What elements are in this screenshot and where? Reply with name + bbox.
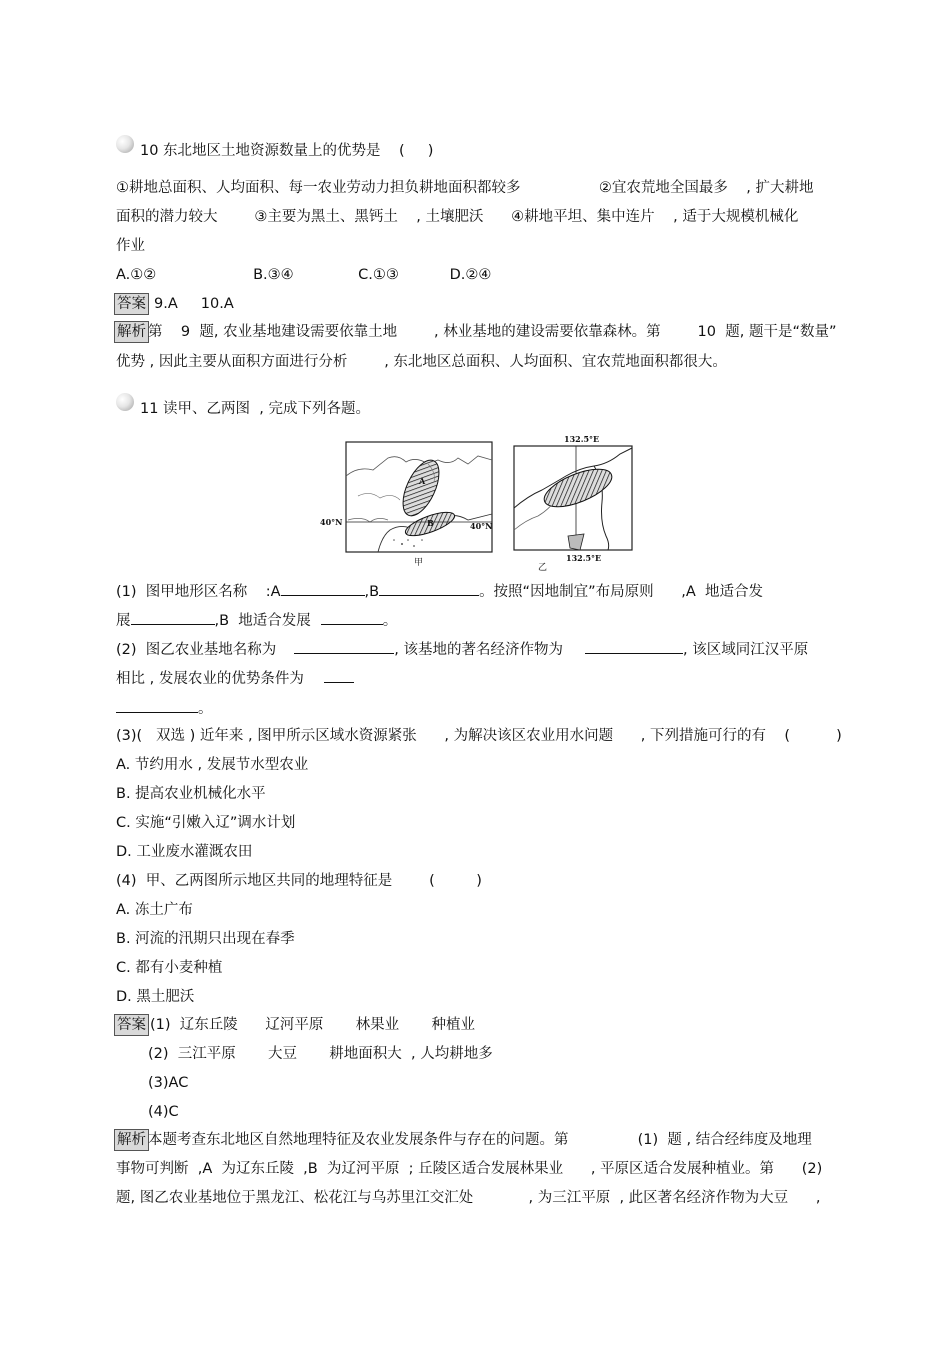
map-yi-caption: 乙	[538, 563, 548, 572]
sub-q1-part-f: 。	[382, 613, 398, 629]
map-jia-caption: 甲	[414, 558, 424, 568]
sub-question-1-line-2	[116, 610, 397, 631]
blank-a-use[interactable]	[131, 610, 215, 625]
sub-question-2-line-1	[116, 639, 808, 660]
question-10-option-line-2: 面积的潜力较大 ③主要为黑土、黑钙土 , 土壤肥沃 ④耕地平坦、集中连片 , 适于大规模机械化	[116, 209, 799, 225]
blank-advantage-1[interactable]	[324, 668, 354, 683]
sub-q3-option-d: D. 工业废水灌溉农田	[116, 844, 253, 860]
blank-base-name[interactable]	[294, 639, 394, 654]
explanation-11-tag: 解析	[114, 1129, 149, 1151]
sub-q1-part-b: ,B	[364, 584, 380, 600]
sub-q1-part-c: 。按照“因地制宜”布局原则 ,A 地适合发	[479, 584, 763, 600]
sub-q1-part-a: (1) 图甲地形区名称 :A	[116, 584, 281, 600]
sub-q2-part-d: 相比 , 发展农业的优势条件为	[116, 671, 304, 687]
blank-crop[interactable]	[585, 639, 683, 654]
map-jia	[318, 436, 498, 571]
answer-11-line-4: (4)C	[148, 1104, 179, 1120]
explanation-line-2: 优势 , 因此主要从面积方面进行分析 , 东北地区总面积、人均面积、宜农荒地面积都很大。	[116, 354, 727, 370]
map-jia-lat-left: 40°N	[320, 517, 343, 527]
sub-question-2-line-2	[116, 668, 354, 689]
explanation-line-1: 第 9 题, 农业基地建设需要依靠土地 , 林业基地的建设需要依靠森林。第 10 题, 题干是“数量”	[148, 324, 837, 340]
question-10-icon	[116, 135, 134, 153]
map-yi-lon-top: 132.5°E	[564, 434, 600, 444]
map-yi-lon-bottom: 132.5°E	[566, 553, 602, 563]
blank-b-use[interactable]	[321, 610, 383, 625]
blank-a-name[interactable]	[281, 581, 365, 596]
map-jia-label-b: B	[427, 518, 434, 528]
sub-q4-option-d: D. 黑土肥沃	[116, 989, 195, 1005]
answer-text: 9.A 10.A	[154, 296, 234, 312]
question-10-choices: A.①② B.③④ C.①③ D.②④	[116, 267, 492, 283]
sub-question-2-line-3	[116, 698, 213, 719]
explanation-11-line-1: 本题考查东北地区自然地理特征及农业发展条件与存在的问题。第 (1) 题 , 结合经纬度及地理	[148, 1132, 812, 1148]
question-10-option-line-1: ①耕地总面积、人均面积、每一农业劳动力担负耕地面积都较多 ②宜农荒地全国最多 , 扩大耕地	[116, 180, 814, 196]
explanation-11-line-3: 题, 图乙农业基地位于黑龙江、松花江与乌苏里江交汇处 , 为三江平原 , 此区著名经济作物为大豆 ,	[116, 1190, 821, 1206]
sub-question-1-line-1	[116, 581, 763, 602]
question-10-stem: 10 东北地区土地资源数量上的优势是 ( )	[140, 143, 434, 159]
answer-11-tag: 答案	[114, 1014, 149, 1036]
sub-question-3-stem: (3)( 双选 ) 近年来 , 图甲所示区域水资源紧张 , 为解决该区农业用水问题 , 下列措施可行的有 ( )	[116, 728, 842, 744]
question-11-icon	[116, 393, 134, 411]
blank-advantage-2[interactable]	[116, 698, 198, 713]
sub-q2-part-b: , 该基地的著名经济作物为	[394, 642, 563, 658]
map-yi	[508, 432, 638, 572]
sub-q2-part-c: , 该区域同江汉平原	[682, 642, 809, 658]
answer-11-line-1: (1) 辽东丘陵 辽河平原 林果业 种植业	[150, 1017, 475, 1033]
answer-11-line-3: (3)AC	[148, 1075, 189, 1091]
question-10-option-line-3: 作业	[116, 238, 145, 254]
blank-b-name[interactable]	[379, 581, 479, 596]
sub-q3-option-b: B. 提高农业机械化水平	[116, 786, 266, 802]
sub-q4-option-a: A. 冻土广布	[116, 902, 193, 918]
map-jia-label-a: A	[419, 476, 426, 486]
answer-11-line-2: (2) 三江平原 大豆 耕地面积大 , 人均耕地多	[148, 1046, 493, 1062]
explanation-tag: 解析	[114, 321, 149, 343]
answer-tag: 答案	[114, 293, 149, 315]
sub-q1-part-e: ,B 地适合发展	[214, 613, 311, 629]
explanation-11-line-2: 事物可判断 ,A 为辽东丘陵 ,B 为辽河平原 ; 丘陵区适合发展林果业 , 平原区适合发展种植业。第 (2)	[116, 1161, 823, 1177]
sub-q4-option-b: B. 河流的汛期只出现在春季	[116, 931, 295, 947]
sub-q4-option-c: C. 都有小麦种植	[116, 960, 223, 976]
sub-q1-part-d: 展	[116, 613, 131, 629]
sub-q3-option-a: A. 节约用水 , 发展节水型农业	[116, 757, 309, 773]
sub-q2-part-a: (2) 图乙农业基地名称为	[116, 642, 277, 658]
sub-question-4-stem: (4) 甲、乙两图所示地区共同的地理特征是 ( )	[116, 873, 482, 889]
map-jia-lat-right: 40°N	[470, 521, 493, 531]
sub-q2-part-e: 。	[198, 701, 213, 717]
question-11-stem: 11 读甲、乙两图 , 完成下列各题。	[140, 401, 370, 417]
sub-q3-option-c: C. 实施“引嫩入辽”调水计划	[116, 815, 296, 831]
